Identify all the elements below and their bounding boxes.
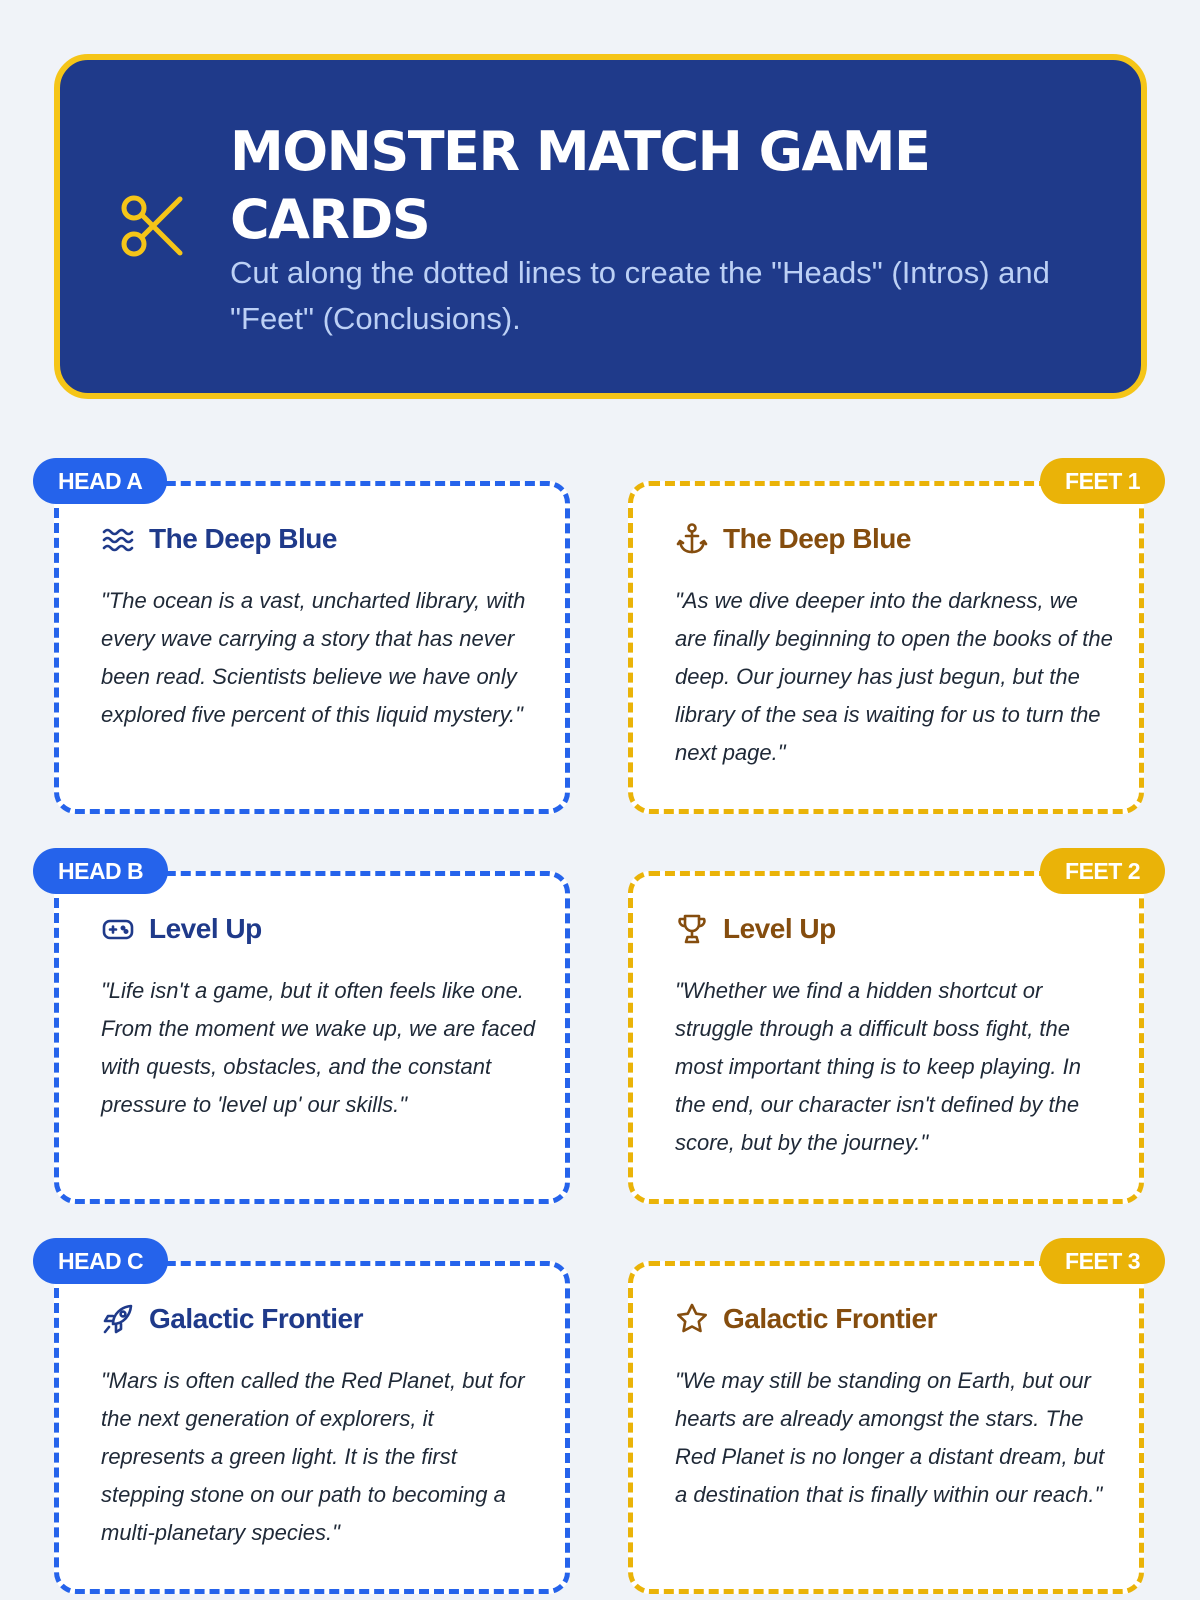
card-title-row [675,522,911,556]
rocket-icon [101,1302,135,1336]
feet-card-3 [628,1248,1144,1594]
card-title-row [101,522,337,556]
card-title: The Deep Blue [723,523,911,554]
card-title: Level Up [149,913,262,944]
card-tag: FEET 1 [1040,458,1165,504]
card-text: "We may still be standing on Earth, but our hearts are already amongst the stars. The Red Planet is no longer a distant dream, but a destination that is finally within our reach." [675,1368,1105,1507]
card-text: "Whether we find a hidden shortcut or struggle through a difficult boss fight, the most important thing is to keep playing. In the end, our character isn't defined by the score, but by the journey." [675,978,1081,1155]
card-title: Galactic Frontier [723,1303,938,1334]
card-tag: HEAD C [33,1238,168,1284]
card-tag: HEAD B [33,848,168,894]
header-banner [54,54,1147,399]
card-text: "The ocean is a vast, uncharted library, with every wave carrying a story that has never been read. Scientists believe we have only explored five percent of this liquid mystery." [101,588,526,727]
card-text: "As we dive deeper into the darkness, we are finally beginning to open the books of the deep. Our journey has just begun, but the library of the sea is waiting for us to turn the next page." [675,588,1113,765]
trophy-icon [675,912,709,946]
card-title: Galactic Frontier [149,1303,364,1334]
card-text: "Life isn't a game, but it often feels like one. From the moment we wake up, we are faced with quests, obstacles, and the constant pressure to 'level up' our skills." [101,978,536,1117]
card-text: "Mars is often called the Red Planet, but for the next generation of explorers, it represents a green light. It is the first stepping stone on our path to becoming a multi-planetary species." [101,1368,525,1545]
page-title: MONSTER MATCH GAME CARDS [230,120,930,251]
anchor-icon [675,522,709,556]
page-subtitle: Cut along the dotted lines to create the "Heads" (Intros) and "Feet" (Conclusions). [230,255,1050,336]
card-title-row [101,1302,363,1336]
card-tag: FEET 2 [1040,848,1165,894]
gamepad-icon [101,912,135,946]
card-tag: HEAD A [33,458,167,504]
scissors-icon [120,194,186,260]
card-title-row [101,912,262,946]
card-tag: FEET 3 [1040,1238,1165,1284]
head-card-b [54,858,570,1204]
feet-card-1 [628,468,1144,814]
feet-card-2 [628,858,1144,1204]
waves-icon [101,522,135,556]
card-title-row [675,912,836,946]
card-title-row [675,1302,937,1336]
star-icon [675,1302,709,1336]
card-title: The Deep Blue [149,523,337,554]
head-card-a [54,468,570,814]
card-title: Level Up [723,913,836,944]
head-card-c [54,1248,570,1594]
